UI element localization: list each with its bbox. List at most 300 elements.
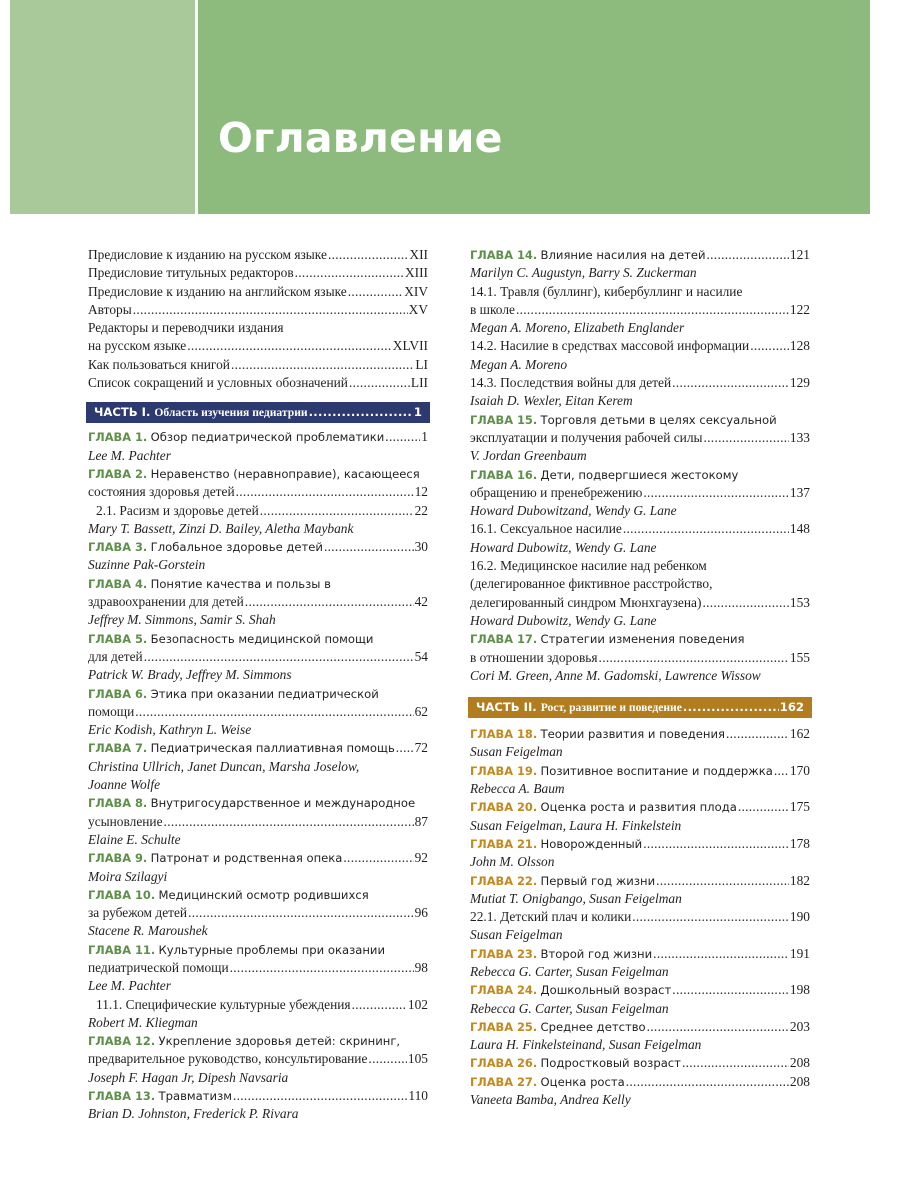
- entry-title: [470, 1054, 681, 1072]
- entry-text: на русском языке: [88, 338, 187, 354]
- page-number: 155: [789, 649, 810, 665]
- leader-dots: [245, 593, 414, 611]
- chapter-entry[interactable]: [470, 1054, 810, 1072]
- entry-text: Оценка роста: [540, 1074, 625, 1089]
- author-line: Christina Ullrich, Janet Duncan, Marsha Joselow,: [88, 758, 360, 774]
- toc-entry[interactable]: [470, 908, 810, 926]
- entry-title: [88, 1050, 367, 1068]
- toc-entry[interactable]: [88, 959, 428, 977]
- entry-text: Медицинский осмотр родившихся: [158, 887, 369, 902]
- chapter-entry[interactable]: [470, 411, 810, 429]
- chapter-label: ГЛАВА 4.: [88, 576, 148, 591]
- toc-entry[interactable]: [88, 904, 428, 922]
- page-number: 190: [789, 909, 810, 925]
- leader-dots: [750, 337, 789, 355]
- author-line: Suzinne Pak-Gorstein: [88, 557, 206, 573]
- entry-text: помощи: [88, 703, 135, 719]
- page-title: Оглавление: [218, 114, 503, 162]
- entry-title: [470, 484, 642, 502]
- entry-text: Авторы: [88, 301, 132, 317]
- entry-text: Первый год жизни: [540, 873, 656, 888]
- entry-text: в школе: [470, 301, 515, 317]
- chapter-entry[interactable]: [88, 739, 428, 757]
- chapter-label: ГЛАВА 20.: [470, 800, 538, 815]
- toc-entry[interactable]: [470, 594, 810, 612]
- chapter-entry[interactable]: [88, 685, 428, 703]
- toc-entry[interactable]: [88, 356, 428, 374]
- entry-text: Как пользоваться книгой: [88, 356, 230, 372]
- entry-title: [470, 1018, 646, 1036]
- author-line: Patrick W. Brady, Jeffrey M. Simmons: [88, 667, 292, 683]
- entry-title: [88, 849, 342, 867]
- page-number: XII: [409, 247, 428, 262]
- part-1-title-line: [94, 402, 308, 423]
- author-line: Joseph F. Hagan Jr, Dipesh Navsaria: [88, 1069, 289, 1085]
- entry-title: [88, 576, 331, 591]
- entry-text: Безопасность медицинской помощи: [150, 631, 374, 646]
- chapter-entry[interactable]: [88, 538, 428, 556]
- toc-entry[interactable]: [88, 246, 428, 264]
- entry-text: предварительное руководство, консультирование: [88, 1051, 368, 1067]
- page-number: 102: [407, 996, 428, 1012]
- page-number: 122: [789, 301, 810, 317]
- header-band-left: [10, 0, 195, 214]
- entry-title: [88, 887, 369, 902]
- part-2-page: 162: [779, 700, 804, 715]
- entry-text: за рубежом детей: [88, 905, 188, 921]
- author-line: Joanne Wolfe: [88, 777, 161, 793]
- leader-dots: [385, 428, 420, 446]
- entry-text: Дошкольный возраст: [540, 983, 672, 998]
- page-number: LII: [410, 375, 428, 391]
- chapter-entry[interactable]: [470, 835, 810, 853]
- chapter-entry[interactable]: [88, 630, 428, 648]
- toc-entry[interactable]: [88, 283, 428, 301]
- toc-entry[interactable]: [470, 301, 810, 319]
- entry-title: [88, 942, 385, 957]
- entry-text: Внутригосударственное и международное: [150, 796, 416, 811]
- entry-title: [88, 1033, 400, 1048]
- chapter-label: ГЛАВА 27.: [470, 1074, 538, 1089]
- page-number: 105: [407, 1051, 428, 1067]
- chapter-entry[interactable]: [88, 941, 428, 959]
- toc-entry[interactable]: [470, 649, 810, 667]
- entry-text: Второй год жизни: [540, 946, 653, 961]
- leader-dots: [516, 301, 789, 319]
- page-number: XLVII: [392, 338, 428, 354]
- entry-title: [88, 483, 235, 501]
- chapter-entry[interactable]: [88, 1032, 428, 1050]
- chapter-entry[interactable]: [88, 428, 428, 446]
- page-number: 121: [789, 247, 810, 262]
- leader-dots: [653, 945, 789, 963]
- entry-text: Позитивное воспитание и поддержка: [540, 763, 773, 778]
- page-number: 175: [789, 799, 810, 815]
- entry-title: [470, 908, 631, 926]
- page-number: 72: [414, 740, 428, 756]
- page-number: 182: [789, 872, 810, 888]
- author-line: Moira Szilagyi: [88, 868, 168, 884]
- entry-text: Торговля детьми в целях сексуальной: [540, 412, 777, 427]
- toc-entry[interactable]: [88, 813, 428, 831]
- chapter-entry[interactable]: [470, 630, 810, 648]
- toc-entry[interactable]: [470, 374, 810, 392]
- entry-text: 14.2. Насилие в средствах массовой информации: [470, 338, 750, 354]
- entry-text: педиатрической помощи: [88, 959, 229, 975]
- chapter-entry[interactable]: [470, 1018, 810, 1036]
- entry-title: [88, 631, 373, 646]
- leader-dots: [135, 703, 413, 721]
- entry-title: [470, 835, 642, 853]
- entry-text: Стратегии изменения поведения: [540, 632, 745, 647]
- entry-text: для детей: [88, 648, 143, 664]
- leader-dots: [295, 264, 404, 282]
- leader-dots: [231, 356, 414, 374]
- leader-dots: [599, 649, 789, 667]
- toc-entry[interactable]: [88, 319, 428, 337]
- leader-dots: [349, 374, 410, 392]
- entry-title: [88, 428, 384, 446]
- part-2-entries: [470, 725, 810, 1109]
- entry-title: [470, 412, 777, 427]
- author-line: Cori M. Green, Anne M. Gadomski, Lawrence Wissow: [470, 667, 761, 683]
- leader-dots: [352, 996, 407, 1014]
- chapter-label: ГЛАВА 22.: [470, 873, 538, 888]
- leader-dots: [683, 697, 779, 718]
- chapter-label: ГЛАВА 12.: [88, 1034, 156, 1049]
- chapter-label: ГЛАВА 8.: [88, 796, 148, 811]
- entry-text: Глобальное здоровье детей: [150, 540, 323, 555]
- author-line: Vaneeta Bamba, Andrea Kelly: [470, 1092, 631, 1108]
- chapter-label: ГЛАВА 11.: [88, 942, 156, 957]
- header-band: [198, 0, 870, 214]
- entry-text: Новорожденный: [540, 836, 643, 851]
- chapter-entry[interactable]: [470, 945, 810, 963]
- chapter-label: ГЛАВА 2.: [88, 466, 148, 481]
- toc-left-column: [88, 246, 428, 1124]
- entry-title: [88, 648, 143, 666]
- entry-text: Предисловие титульных редакторов: [88, 265, 294, 281]
- leader-dots: [707, 246, 789, 264]
- chapter-entry[interactable]: [88, 575, 428, 593]
- chapter-label: ГЛАВА 18.: [470, 727, 538, 742]
- chapter-entry[interactable]: [88, 1087, 428, 1105]
- author-line: Howard Dubowitz, Wendy G. Lane: [470, 539, 657, 555]
- entry-text: усыновление: [88, 813, 163, 829]
- entry-text: состояния здоровья детей: [88, 484, 235, 500]
- author-line: Jeffrey M. Simmons, Samir S. Shah: [88, 612, 276, 628]
- entry-title: [96, 502, 259, 520]
- entry-text: здравоохранении для детей: [88, 594, 244, 610]
- chapter-label: ГЛАВА 21.: [470, 836, 538, 851]
- author-line: Lee M. Pachter: [88, 447, 171, 463]
- author-line: Rebecca G. Carter, Susan Feigelman: [470, 1000, 669, 1016]
- page-number: 137: [789, 484, 810, 500]
- leader-dots: [643, 835, 789, 853]
- page-number: 208: [789, 1073, 810, 1089]
- chapter-entry[interactable]: [470, 798, 810, 816]
- page-number: 133: [789, 429, 810, 445]
- entry-title: [470, 374, 671, 392]
- leader-dots: [704, 429, 789, 447]
- leader-dots: [230, 959, 414, 977]
- leader-dots: [726, 725, 789, 743]
- entry-title: [470, 1073, 625, 1091]
- author-line: Howard Dubowitz, Wendy G. Lane: [470, 612, 657, 628]
- leader-dots: [738, 798, 789, 816]
- author-line: Howard Dubowitzand, Wendy G. Lane: [470, 503, 677, 519]
- chapter-label: ГЛАВА 3.: [88, 540, 148, 555]
- author-line: Laura H. Finkelsteinand, Susan Feigelman: [470, 1037, 702, 1053]
- chapter-label: ГЛАВА 9.: [88, 851, 148, 866]
- toc-entry[interactable]: [470, 484, 810, 502]
- entry-text: Укрепление здоровья детей: скрининг,: [158, 1034, 401, 1049]
- leader-dots: [656, 872, 789, 890]
- chapter-label: ГЛАВА 5.: [88, 631, 148, 646]
- part-2-label: ЧАСТЬ II.: [476, 700, 537, 715]
- entry-title: [88, 703, 134, 721]
- entry-title: [470, 246, 706, 264]
- leader-dots: [233, 1087, 407, 1105]
- entry-text: 22.1. Детский плач и колики: [470, 909, 632, 925]
- author-line: Megan A. Moreno: [470, 356, 568, 372]
- leader-dots: [309, 402, 413, 423]
- entry-title: [88, 1087, 232, 1105]
- leader-dots: [632, 908, 789, 926]
- entry-title: [88, 686, 379, 701]
- front-matter-list: [88, 246, 428, 392]
- entry-title: [470, 301, 515, 319]
- chapter-label: ГЛАВА 23.: [470, 946, 538, 961]
- leader-dots: [647, 1018, 789, 1036]
- page-number: 110: [408, 1088, 428, 1104]
- chapter-label: ГЛАВА 13.: [88, 1089, 156, 1104]
- toc-entry-line[interactable]: (делегированное фиктивное расстройство,: [470, 576, 713, 592]
- entry-title: [470, 631, 745, 646]
- entry-title: [470, 649, 598, 667]
- toc-entry[interactable]: [88, 593, 428, 611]
- toc-entry[interactable]: [470, 429, 810, 447]
- entry-title: [470, 520, 622, 538]
- right-column-entries: [470, 246, 810, 685]
- toc-entry[interactable]: [88, 502, 428, 520]
- author-line: Robert M. Kliegman: [88, 1014, 198, 1030]
- entry-title: [88, 466, 420, 481]
- leader-dots: [626, 1073, 789, 1091]
- leader-dots: [702, 594, 788, 612]
- entry-text: Педиатрическая паллиативная помощь: [150, 741, 395, 756]
- entry-title: [88, 795, 415, 810]
- page-number: 62: [414, 703, 428, 719]
- leader-dots: [343, 849, 413, 867]
- leader-dots: [396, 739, 414, 757]
- entry-title: [470, 945, 652, 963]
- chapter-label: ГЛАВА 17.: [470, 632, 538, 647]
- leader-dots: [672, 374, 789, 392]
- chapter-entry[interactable]: [470, 981, 810, 999]
- entry-text: эксплуатации и получения рабочей силы: [470, 429, 703, 445]
- page-number: 129: [789, 375, 810, 391]
- chapter-label: ГЛАВА 24.: [470, 983, 538, 998]
- toc-right-column: [470, 246, 810, 1109]
- entry-title: [88, 593, 244, 611]
- entry-text: Предисловие к изданию на русском языке: [88, 247, 327, 262]
- toc-entry[interactable]: [88, 1050, 428, 1068]
- entry-text: 14.3. Последствия войны для детей: [470, 375, 672, 391]
- chapter-entry[interactable]: [88, 849, 428, 867]
- chapter-entry[interactable]: [470, 466, 810, 484]
- author-line: Brian D. Johnston, Frederick P. Rivara: [88, 1106, 299, 1122]
- page-number: LI: [415, 356, 428, 372]
- entry-title: [470, 798, 737, 816]
- author-line: Stacene R. Maroushek: [88, 923, 208, 939]
- page-number: 162: [789, 726, 810, 742]
- part-1-entries: [88, 428, 428, 1123]
- page-number: 191: [789, 945, 810, 961]
- toc-entry[interactable]: [88, 301, 428, 319]
- leader-dots: [260, 502, 414, 520]
- entry-title: [88, 813, 163, 831]
- page-number: XIII: [404, 265, 428, 281]
- toc-entry[interactable]: [88, 264, 428, 282]
- entry-text: Подростковый возраст: [540, 1056, 681, 1071]
- entry-text: Обзор педиатрической проблематики: [150, 430, 385, 445]
- chapter-label: ГЛАВА 15.: [470, 412, 538, 427]
- chapter-entry[interactable]: [88, 465, 428, 483]
- author-line: V. Jordan Greenbaum: [470, 448, 587, 464]
- leader-dots: [164, 813, 414, 831]
- page-number: 1: [421, 429, 428, 445]
- leader-dots: [236, 483, 414, 501]
- part-1-page: 1: [413, 405, 422, 420]
- entry-text: Травматизм: [158, 1089, 232, 1104]
- author-line: Mary T. Bassett, Zinzi D. Bailey, Aletha Maybank: [88, 520, 354, 536]
- chapter-entry[interactable]: [470, 725, 810, 743]
- entry-title: [470, 467, 738, 482]
- chapter-label: ГЛАВА 1.: [88, 430, 148, 445]
- page-number: 148: [789, 521, 810, 537]
- page-number: 153: [789, 594, 810, 610]
- page-number: XIV: [404, 283, 428, 299]
- leader-dots: [623, 520, 789, 538]
- entry-text: 2.1. Расизм и здоровье детей: [96, 502, 259, 518]
- entry-title: [470, 872, 655, 890]
- entry-text: Патронат и родственная опека: [150, 851, 343, 866]
- entry-text: Культурные проблемы при оказании: [158, 942, 385, 957]
- part-1-title: Область изучения педиатрии: [154, 406, 308, 420]
- author-line: Eric Kodish, Kathryn L. Weise: [88, 722, 252, 738]
- leader-dots: [133, 301, 408, 319]
- leader-dots: [643, 484, 789, 502]
- chapter-label: ГЛАВА 14.: [470, 248, 538, 262]
- chapter-entry[interactable]: [470, 872, 810, 890]
- toc-entry[interactable]: [470, 520, 810, 538]
- page-number: 42: [414, 594, 428, 610]
- entry-title: [88, 739, 395, 757]
- toc-entry-line[interactable]: 16.2. Медицинское насилие над ребенком: [470, 558, 707, 574]
- chapter-label: ГЛАВА 16.: [470, 467, 538, 482]
- entry-text: 11.1. Специфические культурные убеждения: [96, 996, 351, 1012]
- chapter-entry[interactable]: [470, 246, 810, 264]
- leader-dots: [774, 762, 789, 780]
- page-number: 30: [414, 539, 428, 555]
- toc-entry[interactable]: [88, 648, 428, 666]
- leader-dots: [672, 981, 789, 999]
- entry-text: Список сокращений и условных обозначений: [88, 375, 348, 391]
- leader-dots: [682, 1054, 789, 1072]
- chapter-entry[interactable]: [88, 886, 428, 904]
- chapter-label: ГЛАВА 10.: [88, 887, 156, 902]
- leader-dots: [328, 246, 408, 264]
- page-number: 96: [414, 905, 428, 921]
- entry-title: [88, 904, 187, 922]
- entry-text: Этика при оказании педиатрической: [150, 686, 379, 701]
- part-2-header[interactable]: [468, 697, 812, 718]
- page-number: 12: [414, 484, 428, 500]
- entry-text: Предисловие к изданию на английском языке: [88, 283, 347, 299]
- page-number: 170: [789, 762, 810, 778]
- chapter-label: ГЛАВА 25.: [470, 1019, 538, 1034]
- leader-dots: [187, 337, 392, 355]
- page-number: 198: [789, 982, 810, 998]
- entry-title: [88, 959, 229, 977]
- toc-entry[interactable]: [470, 337, 810, 355]
- author-line: Lee M. Pachter: [88, 978, 171, 994]
- page-number: XV: [408, 301, 428, 317]
- entry-title: [88, 538, 323, 556]
- chapter-label: ГЛАВА 6.: [88, 686, 148, 701]
- author-line: Marilyn C. Augustyn, Barry S. Zuckerman: [470, 265, 697, 281]
- toc-entry[interactable]: [88, 374, 428, 392]
- chapter-entry[interactable]: [470, 1073, 810, 1091]
- chapter-label: ГЛАВА 7.: [88, 741, 148, 756]
- toc-entry[interactable]: [88, 996, 428, 1014]
- entry-title: [470, 762, 773, 780]
- entry-text: делегированный синдром Мюнхгаузена): [470, 594, 702, 610]
- entry-text: Неравенство (неравноправие), касающееся: [150, 466, 420, 481]
- page-number: 22: [414, 502, 428, 518]
- author-line: Elaine E. Schulte: [88, 831, 181, 847]
- author-line: Mutiat T. Onigbango, Susan Feigelman: [470, 890, 682, 906]
- author-line: Susan Feigelman: [470, 744, 563, 760]
- author-line: Susan Feigelman, Laura H. Finkelstein: [470, 817, 682, 833]
- leader-dots: [188, 904, 414, 922]
- toc-entry[interactable]: [88, 703, 428, 721]
- leader-dots: [368, 1050, 406, 1068]
- entry-text: Редакторы и переводчики издания: [88, 320, 284, 336]
- entry-text: Влияние насилия на детей: [540, 248, 706, 262]
- part-2-title: Рост, развитие и поведение: [540, 701, 682, 715]
- entry-text: 16.1. Сексуальное насилие: [470, 521, 622, 537]
- page-number: 98: [414, 959, 428, 975]
- page-number: 92: [414, 850, 428, 866]
- toc-entry[interactable]: [88, 337, 428, 355]
- chapter-entry[interactable]: [470, 762, 810, 780]
- entry-text: Теории развития и поведения: [540, 727, 726, 742]
- part-2-title-line: [476, 697, 682, 718]
- entry-title: [470, 337, 749, 355]
- toc-entry-line[interactable]: 14.1. Травля (буллинг), кибербуллинг и насилие: [470, 283, 743, 299]
- part-1-header[interactable]: [86, 402, 430, 423]
- toc-entry[interactable]: [88, 483, 428, 501]
- entry-text: Среднее детство: [540, 1019, 646, 1034]
- leader-dots: [144, 648, 414, 666]
- author-line: Megan A. Moreno, Elizabeth Englander: [470, 320, 685, 336]
- entry-title: [470, 594, 701, 612]
- entry-text: в отношении здоровья: [470, 649, 598, 665]
- chapter-entry[interactable]: [88, 794, 428, 812]
- chapter-label: ГЛАВА 19.: [470, 763, 538, 778]
